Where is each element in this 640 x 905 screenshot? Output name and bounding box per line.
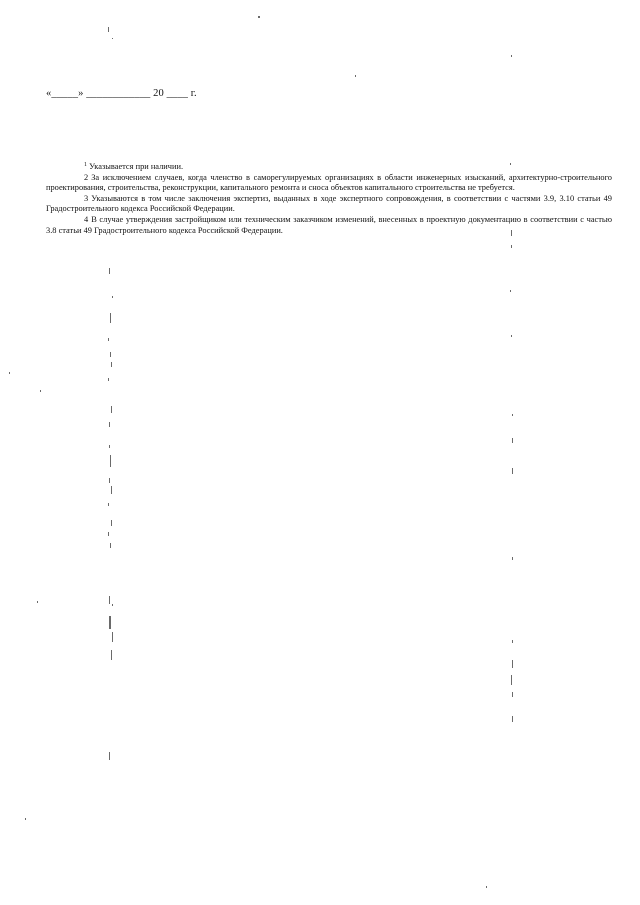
scan-speck <box>512 557 513 560</box>
date-month-blank: ____________ <box>86 88 151 99</box>
scan-speck <box>511 230 512 236</box>
footnote-3-text: Указываются в том числе заключения экспертиз, выданных в ходе экспертного сопровождения, в соответствии с частями 3.9, 3.10 статьи 49 Градостроительного кодекса Российской Федерации. <box>46 193 612 214</box>
scan-speck <box>512 468 513 474</box>
scan-speck <box>25 818 26 820</box>
scan-speck <box>37 601 38 603</box>
scan-speck <box>108 338 109 341</box>
scan-speck <box>486 886 487 888</box>
footnote-1 <box>46 162 612 173</box>
scan-speck <box>109 616 111 629</box>
scan-speck <box>108 27 109 32</box>
footnote-2 <box>46 173 612 194</box>
date-day-blank: _____ <box>51 88 79 99</box>
scan-speck <box>110 352 111 357</box>
scan-speck <box>109 752 110 760</box>
footnote-3-mark: 3 <box>84 193 89 203</box>
scan-speck <box>111 486 112 494</box>
scan-speck <box>512 438 513 443</box>
scan-speck <box>510 290 511 292</box>
scan-speck <box>9 372 10 374</box>
footnote-4-mark: 4 <box>84 214 89 224</box>
scan-speck <box>112 604 113 606</box>
date-open-quote: « <box>46 88 52 99</box>
scan-speck <box>109 596 110 604</box>
scan-speck <box>112 632 113 642</box>
scan-speck <box>109 478 110 483</box>
scan-speck <box>108 532 109 536</box>
footnotes <box>46 162 612 236</box>
footnote-4 <box>46 215 612 236</box>
scan-speck <box>108 378 109 381</box>
scan-speck <box>111 520 112 526</box>
footnote-2-text: За исключением случаев, когда членство в саморегулируемых организациях в области инженерных изысканий, архитектурно-строительного проектирования, строительства, реконструкции, капитального ремонта и сноса объектов капитального строительства не требуется. <box>46 172 612 193</box>
scan-speck <box>512 692 513 697</box>
scan-speck <box>511 245 512 248</box>
scan-speck <box>110 313 111 323</box>
footnote-3 <box>46 194 612 215</box>
scan-speck <box>110 455 111 467</box>
scan-speck <box>510 163 511 165</box>
scan-speck <box>108 503 109 506</box>
date-close-quote: » <box>78 88 84 99</box>
footnote-1-mark: 1 <box>84 162 87 168</box>
scan-speck <box>112 38 113 39</box>
scan-speck <box>40 390 41 392</box>
scan-speck <box>111 650 112 660</box>
scan-speck <box>109 422 110 427</box>
date-year-suffix: г. <box>190 88 197 99</box>
footnote-4-text: В случае утверждения застройщиком или техническим заказчиком изменений, внесенных в проектную документацию в соответствии с частью 3.8 статьи 49 Градостроительного кодекса Российской Федерации. <box>46 214 612 235</box>
date-year-blank: ____ <box>166 88 188 99</box>
scan-speck <box>110 543 111 548</box>
footnote-2-mark: 2 <box>84 172 89 182</box>
scan-speck <box>511 675 512 685</box>
scan-speck <box>111 406 112 413</box>
scan-speck <box>258 16 260 18</box>
scan-speck <box>512 640 513 643</box>
scan-speck <box>111 362 112 367</box>
date-line <box>46 88 197 99</box>
scan-speck <box>511 55 512 57</box>
scan-speck <box>109 445 110 448</box>
date-year-prefix: 20 <box>153 88 164 99</box>
scan-speck <box>512 660 513 668</box>
scan-speck <box>511 335 512 337</box>
footnote-1-text: Указывается при наличии. <box>89 162 184 171</box>
scan-speck <box>109 268 110 274</box>
scan-speck <box>512 414 513 416</box>
scan-speck <box>112 296 113 298</box>
scan-speck <box>512 716 513 722</box>
scan-speck <box>355 75 356 77</box>
